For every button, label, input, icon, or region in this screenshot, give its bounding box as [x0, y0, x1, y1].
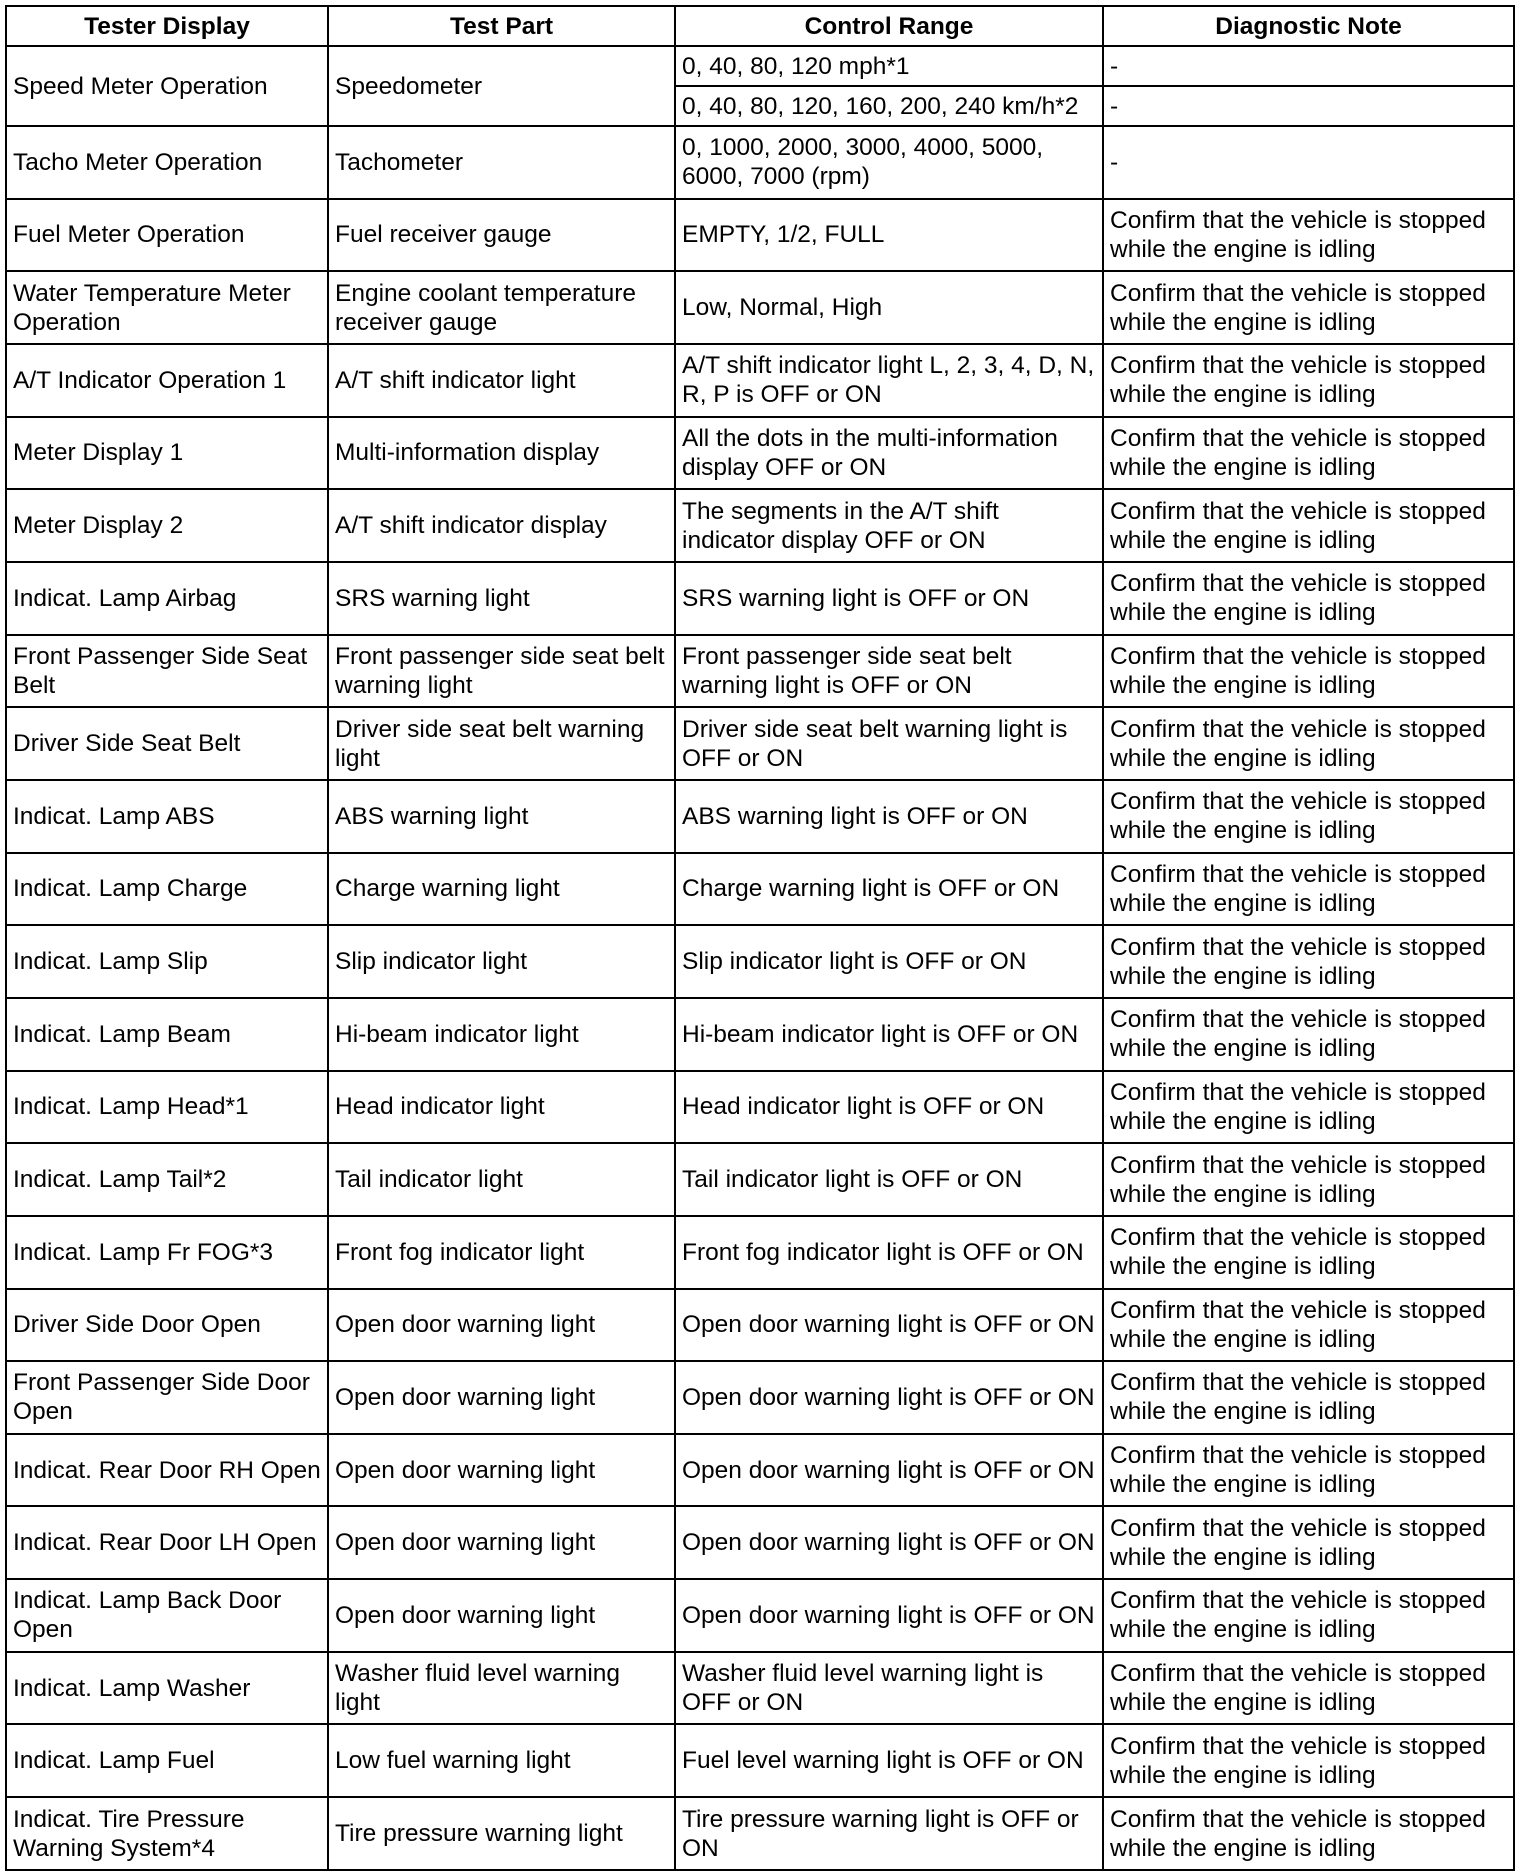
- cell-control-range: Front fog indicator light is OFF or ON: [675, 1216, 1103, 1289]
- cell-control-range: 0, 40, 80, 120 mph*1: [675, 46, 1103, 86]
- cell-test-part: Tail indicator light: [328, 1143, 675, 1216]
- cell-control-range: Hi-beam indicator light is OFF or ON: [675, 998, 1103, 1071]
- table-row: [6, 489, 1514, 562]
- cell-control-range: A/T shift indicator light L, 2, 3, 4, D, N, R, P is OFF or ON: [675, 344, 1103, 417]
- active-test-table-sheet: [5, 5, 1513, 1871]
- table-row: [6, 562, 1514, 635]
- table-row: [6, 1797, 1514, 1870]
- cell-control-range: Open door warning light is OFF or ON: [675, 1434, 1103, 1507]
- cell-tester-display: Indicat. Lamp Fuel: [6, 1724, 328, 1797]
- cell-diagnostic-note: Confirm that the vehicle is stopped while the engine is idling: [1103, 1797, 1514, 1870]
- cell-control-range: ABS warning light is OFF or ON: [675, 780, 1103, 853]
- table-row: [6, 1579, 1514, 1652]
- table-row: [6, 1506, 1514, 1579]
- cell-tester-display: Indicat. Lamp Charge: [6, 853, 328, 926]
- cell-test-part: Front fog indicator light: [328, 1216, 675, 1289]
- cell-diagnostic-note: -: [1103, 86, 1514, 126]
- header-test-part: Test Part: [328, 6, 675, 46]
- table-row: [6, 925, 1514, 998]
- cell-tester-display: Indicat. Rear Door LH Open: [6, 1506, 328, 1579]
- table-row: [6, 707, 1514, 780]
- cell-tester-display: Indicat. Lamp Head*1: [6, 1071, 328, 1144]
- cell-test-part: Front passenger side seat belt warning light: [328, 635, 675, 708]
- cell-diagnostic-note: Confirm that the vehicle is stopped while the engine is idling: [1103, 998, 1514, 1071]
- cell-test-part: Head indicator light: [328, 1071, 675, 1144]
- cell-diagnostic-note: Confirm that the vehicle is stopped while the engine is idling: [1103, 199, 1514, 272]
- header-tester-display: Tester Display: [6, 6, 328, 46]
- table-row: [6, 344, 1514, 417]
- cell-diagnostic-note: -: [1103, 46, 1514, 86]
- cell-tester-display: Indicat. Lamp Fr FOG*3: [6, 1216, 328, 1289]
- header-row: [6, 6, 1514, 46]
- cell-control-range: Open door warning light is OFF or ON: [675, 1579, 1103, 1652]
- cell-tester-display: Meter Display 2: [6, 489, 328, 562]
- cell-diagnostic-note: Confirm that the vehicle is stopped while the engine is idling: [1103, 1071, 1514, 1144]
- cell-control-range: 0, 1000, 2000, 3000, 4000, 5000, 6000, 7000 (rpm): [675, 126, 1103, 199]
- cell-control-range: Tire pressure warning light is OFF or ON: [675, 1797, 1103, 1870]
- cell-diagnostic-note: Confirm that the vehicle is stopped while the engine is idling: [1103, 635, 1514, 708]
- cell-diagnostic-note: Confirm that the vehicle is stopped while the engine is idling: [1103, 925, 1514, 998]
- cell-diagnostic-note: Confirm that the vehicle is stopped while the engine is idling: [1103, 1143, 1514, 1216]
- table-row: [6, 271, 1514, 344]
- cell-diagnostic-note: Confirm that the vehicle is stopped while the engine is idling: [1103, 1652, 1514, 1725]
- cell-control-range: EMPTY, 1/2, FULL: [675, 199, 1103, 272]
- table-row: [6, 417, 1514, 490]
- cell-control-range: Open door warning light is OFF or ON: [675, 1289, 1103, 1362]
- cell-diagnostic-note: -: [1103, 126, 1514, 199]
- table-row: [6, 1289, 1514, 1362]
- cell-control-range: Slip indicator light is OFF or ON: [675, 925, 1103, 998]
- cell-test-part: A/T shift indicator display: [328, 489, 675, 562]
- cell-tester-display: Indicat. Tire Pressure Warning System*4: [6, 1797, 328, 1870]
- cell-tester-display: Front Passenger Side Seat Belt: [6, 635, 328, 708]
- cell-control-range: Fuel level warning light is OFF or ON: [675, 1724, 1103, 1797]
- table-row-speed-meter: [6, 46, 1514, 86]
- table-row: [6, 1361, 1514, 1434]
- cell-control-range: SRS warning light is OFF or ON: [675, 562, 1103, 635]
- table-row: [6, 1071, 1514, 1144]
- cell-test-part: Driver side seat belt warning light: [328, 707, 675, 780]
- cell-diagnostic-note: Confirm that the vehicle is stopped while the engine is idling: [1103, 417, 1514, 490]
- cell-test-part: Charge warning light: [328, 853, 675, 926]
- table-row: [6, 1143, 1514, 1216]
- cell-tester-display: Speed Meter Operation: [6, 46, 328, 126]
- cell-diagnostic-note: Confirm that the vehicle is stopped while the engine is idling: [1103, 707, 1514, 780]
- cell-tester-display: Indicat. Lamp Airbag: [6, 562, 328, 635]
- cell-test-part: Engine coolant temperature receiver gauge: [328, 271, 675, 344]
- cell-diagnostic-note: Confirm that the vehicle is stopped while the engine is idling: [1103, 1434, 1514, 1507]
- cell-tester-display: Driver Side Door Open: [6, 1289, 328, 1362]
- active-test-table: [5, 5, 1515, 1871]
- cell-tester-display: Tacho Meter Operation: [6, 126, 328, 199]
- cell-test-part: Low fuel warning light: [328, 1724, 675, 1797]
- cell-test-part: Open door warning light: [328, 1361, 675, 1434]
- table-row: [6, 635, 1514, 708]
- cell-tester-display: Water Temperature Meter Operation: [6, 271, 328, 344]
- cell-test-part: Fuel receiver gauge: [328, 199, 675, 272]
- cell-diagnostic-note: Confirm that the vehicle is stopped while the engine is idling: [1103, 853, 1514, 926]
- cell-diagnostic-note: Confirm that the vehicle is stopped while the engine is idling: [1103, 1289, 1514, 1362]
- cell-control-range: Open door warning light is OFF or ON: [675, 1506, 1103, 1579]
- table-row: [6, 1434, 1514, 1507]
- cell-tester-display: Indicat. Lamp ABS: [6, 780, 328, 853]
- cell-control-range: Open door warning light is OFF or ON: [675, 1361, 1103, 1434]
- cell-control-range: Tail indicator light is OFF or ON: [675, 1143, 1103, 1216]
- cell-diagnostic-note: Confirm that the vehicle is stopped while the engine is idling: [1103, 1216, 1514, 1289]
- cell-test-part: Hi-beam indicator light: [328, 998, 675, 1071]
- cell-diagnostic-note: Confirm that the vehicle is stopped while the engine is idling: [1103, 1361, 1514, 1434]
- cell-control-range: All the dots in the multi-information display OFF or ON: [675, 417, 1103, 490]
- cell-diagnostic-note: Confirm that the vehicle is stopped while the engine is idling: [1103, 1724, 1514, 1797]
- table-row: [6, 1652, 1514, 1725]
- table-row: [6, 1724, 1514, 1797]
- cell-test-part: Tire pressure warning light: [328, 1797, 675, 1870]
- cell-control-range: Driver side seat belt warning light is OFF or ON: [675, 707, 1103, 780]
- cell-test-part: ABS warning light: [328, 780, 675, 853]
- cell-test-part: Speedometer: [328, 46, 675, 126]
- cell-control-range: Charge warning light is OFF or ON: [675, 853, 1103, 926]
- cell-tester-display: Front Passenger Side Door Open: [6, 1361, 328, 1434]
- cell-tester-display: Indicat. Lamp Washer: [6, 1652, 328, 1725]
- cell-diagnostic-note: Confirm that the vehicle is stopped while the engine is idling: [1103, 1579, 1514, 1652]
- cell-test-part: Open door warning light: [328, 1506, 675, 1579]
- cell-test-part: Slip indicator light: [328, 925, 675, 998]
- cell-diagnostic-note: Confirm that the vehicle is stopped while the engine is idling: [1103, 344, 1514, 417]
- cell-diagnostic-note: Confirm that the vehicle is stopped while the engine is idling: [1103, 489, 1514, 562]
- cell-diagnostic-note: Confirm that the vehicle is stopped while the engine is idling: [1103, 780, 1514, 853]
- cell-tester-display: Fuel Meter Operation: [6, 199, 328, 272]
- cell-diagnostic-note: Confirm that the vehicle is stopped while the engine is idling: [1103, 1506, 1514, 1579]
- table-row: [6, 1216, 1514, 1289]
- cell-tester-display: Meter Display 1: [6, 417, 328, 490]
- table-row: [6, 199, 1514, 272]
- cell-test-part: Washer fluid level warning light: [328, 1652, 675, 1725]
- cell-test-part: Open door warning light: [328, 1289, 675, 1362]
- table-row: [6, 853, 1514, 926]
- cell-diagnostic-note: Confirm that the vehicle is stopped while the engine is idling: [1103, 271, 1514, 344]
- cell-control-range: 0, 40, 80, 120, 160, 200, 240 km/h*2: [675, 86, 1103, 126]
- cell-tester-display: Driver Side Seat Belt: [6, 707, 328, 780]
- cell-tester-display: Indicat. Lamp Back Door Open: [6, 1579, 328, 1652]
- cell-test-part: Open door warning light: [328, 1579, 675, 1652]
- header-control-range: Control Range: [675, 6, 1103, 46]
- cell-tester-display: Indicat. Lamp Beam: [6, 998, 328, 1071]
- cell-tester-display: Indicat. Lamp Tail*2: [6, 1143, 328, 1216]
- cell-tester-display: A/T Indicator Operation 1: [6, 344, 328, 417]
- cell-control-range: Washer fluid level warning light is OFF or ON: [675, 1652, 1103, 1725]
- cell-test-part: A/T shift indicator light: [328, 344, 675, 417]
- table-row: [6, 126, 1514, 199]
- cell-control-range: The segments in the A/T shift indicator display OFF or ON: [675, 489, 1103, 562]
- cell-tester-display: Indicat. Lamp Slip: [6, 925, 328, 998]
- cell-test-part: Tachometer: [328, 126, 675, 199]
- cell-test-part: SRS warning light: [328, 562, 675, 635]
- cell-tester-display: Indicat. Rear Door RH Open: [6, 1434, 328, 1507]
- table-row: [6, 998, 1514, 1071]
- cell-control-range: Front passenger side seat belt warning light is OFF or ON: [675, 635, 1103, 708]
- cell-diagnostic-note: Confirm that the vehicle is stopped while the engine is idling: [1103, 562, 1514, 635]
- cell-control-range: Low, Normal, High: [675, 271, 1103, 344]
- cell-test-part: Open door warning light: [328, 1434, 675, 1507]
- cell-control-range: Head indicator light is OFF or ON: [675, 1071, 1103, 1144]
- cell-test-part: Multi-information display: [328, 417, 675, 490]
- table-row: [6, 780, 1514, 853]
- header-diagnostic-note: Diagnostic Note: [1103, 6, 1514, 46]
